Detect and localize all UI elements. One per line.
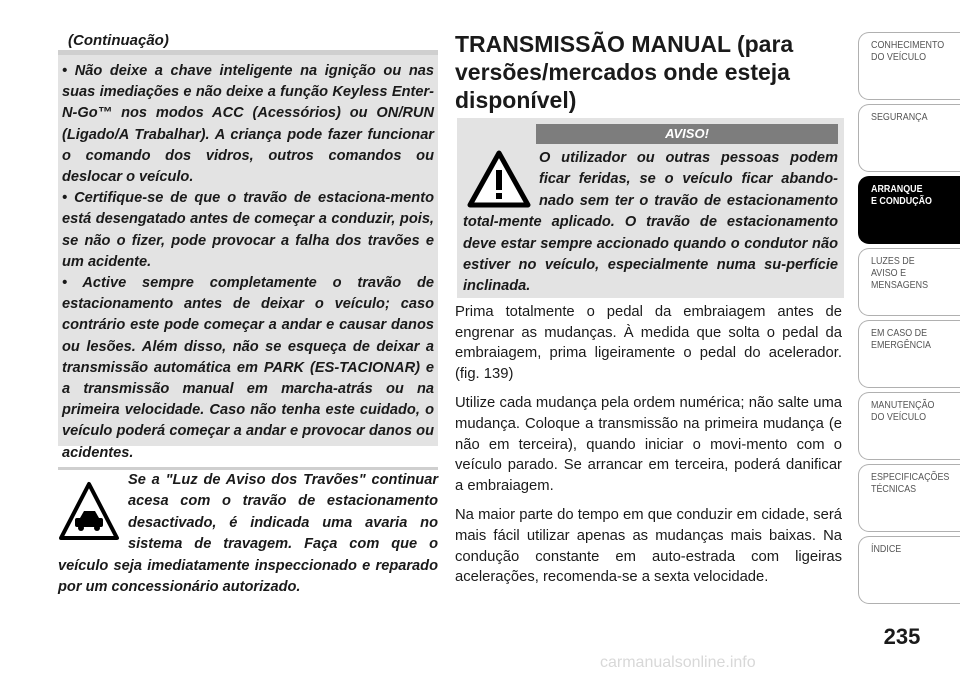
warning-item: • Active sempre completamente o travão de estacionamento antes de deixar o veículo; caso contrário este pode começar a andar e causar danos ou lesões. Além disso, não se esqueça de deixar a transmissão automática em PARK (ES-TACIONAR) e a transmissão manual em marcha-atrás ou na primeira velocidade. Caso não tenha este cuidado, o veículo poderá começar a andar e provocar danos ou acidentes. xyxy=(62,275,434,461)
tab-emergencia[interactable] xyxy=(858,320,960,388)
aviso-text: O utilizador ou outras pessoas podem ficar feridas, se o veículo ficar abando-nado sem ter o travão de estacionamento total-mente aplicado. O travão de estacionamento deve estar sempre accionado quando o condutor não estiver no veículo, especialmente numa su-perfície inclinada. xyxy=(463,150,838,295)
tab-label: MANUTENÇÃO DO VEÍCULO xyxy=(871,399,935,423)
warning-box xyxy=(58,50,438,461)
warning-item: • Certifique-se de que o travão de estaciona-mento está desengatado antes de começar a conduzir, pois, se não o fizer, pode provocar a falha dos travões e um acidente. xyxy=(62,190,434,270)
body-paragraph: Na maior parte do tempo em que conduzir em cidade, será mais fácil utilizar apenas as mudanças mais baixas. Na condução constante em auto-estrada com ligeiras acelerações, recomenda-se a sexta velocidade. xyxy=(455,507,842,586)
tab-label: CONHECIMENTO DO VEÍCULO xyxy=(871,39,945,63)
body-paragraph: Utilize cada mudança pela ordem numérica; não salte uma mudança. Coloque a transmissão na primeira mudança (e não em terceira), quando iniciar o movi-mento com o veículo parado. Se arrancar em terceira, poderá danificar a embraiagem. xyxy=(455,395,842,494)
tab-especificacoes[interactable] xyxy=(858,464,960,532)
tab-manutencao[interactable] xyxy=(858,392,960,460)
body-text xyxy=(455,302,842,597)
footer-watermark: carmanualsonline.info xyxy=(600,654,756,671)
tab-conhecimento[interactable] xyxy=(858,32,960,100)
body-paragraph: Prima totalmente o pedal da embraiagem antes de engrenar as mudanças. À medida que solta o pedal da embraiagem, prima ligeiramente o pedal do acelerador. (fig. 139) xyxy=(455,304,842,382)
tab-label: EM CASO DE EMERGÊNCIA xyxy=(871,327,932,351)
continuation-label: (Continuação) xyxy=(68,32,169,49)
warning-triangle-icon xyxy=(467,150,531,208)
tab-seguranca[interactable] xyxy=(858,104,960,172)
note-divider xyxy=(58,467,438,470)
tab-label: ÍNDICE xyxy=(871,543,902,555)
car-warning-icon xyxy=(58,480,120,542)
page-number: 235 xyxy=(883,624,921,649)
aviso-label: AVISO! xyxy=(536,124,838,144)
tab-arranque[interactable] xyxy=(858,176,960,244)
note-text: Se a "Luz de Aviso dos Travões" continuar acesa com o travão de estacionamento desactivado, é indicada uma avaria no sistema de travagem. Faça com que o veículo seja imediatamente inspeccionado e reparado por um concessionário autorizado. xyxy=(58,472,438,596)
warning-item: • Não deixe a chave inteligente na ignição ou nas suas imediações e não deixe a função Keyless Enter-N-Go™ nos modos ACC (Acessórios) ou ON/RUN (Ligado/A Trabalhar). A criança pode fazer funcionar o comando dos vidros, outros comandos ou deslocar o veículo. xyxy=(62,63,434,186)
brake-note xyxy=(58,470,438,598)
aviso-box xyxy=(457,118,844,298)
tab-indice[interactable] xyxy=(858,536,960,604)
tab-label: ARRANQUE E CONDUÇÃO xyxy=(871,183,933,207)
tab-label: SEGURANÇA xyxy=(871,111,928,123)
tab-label: LUZES DE AVISO E MENSAGENS xyxy=(871,255,929,291)
tab-label: ESPECIFICAÇÕES TÉCNICAS xyxy=(871,471,950,495)
chapter-tabs xyxy=(858,32,960,608)
section-title: TRANSMISSÃO MANUAL (para versões/mercados onde esteja disponível) xyxy=(455,31,794,113)
tab-luzes[interactable] xyxy=(858,248,960,316)
